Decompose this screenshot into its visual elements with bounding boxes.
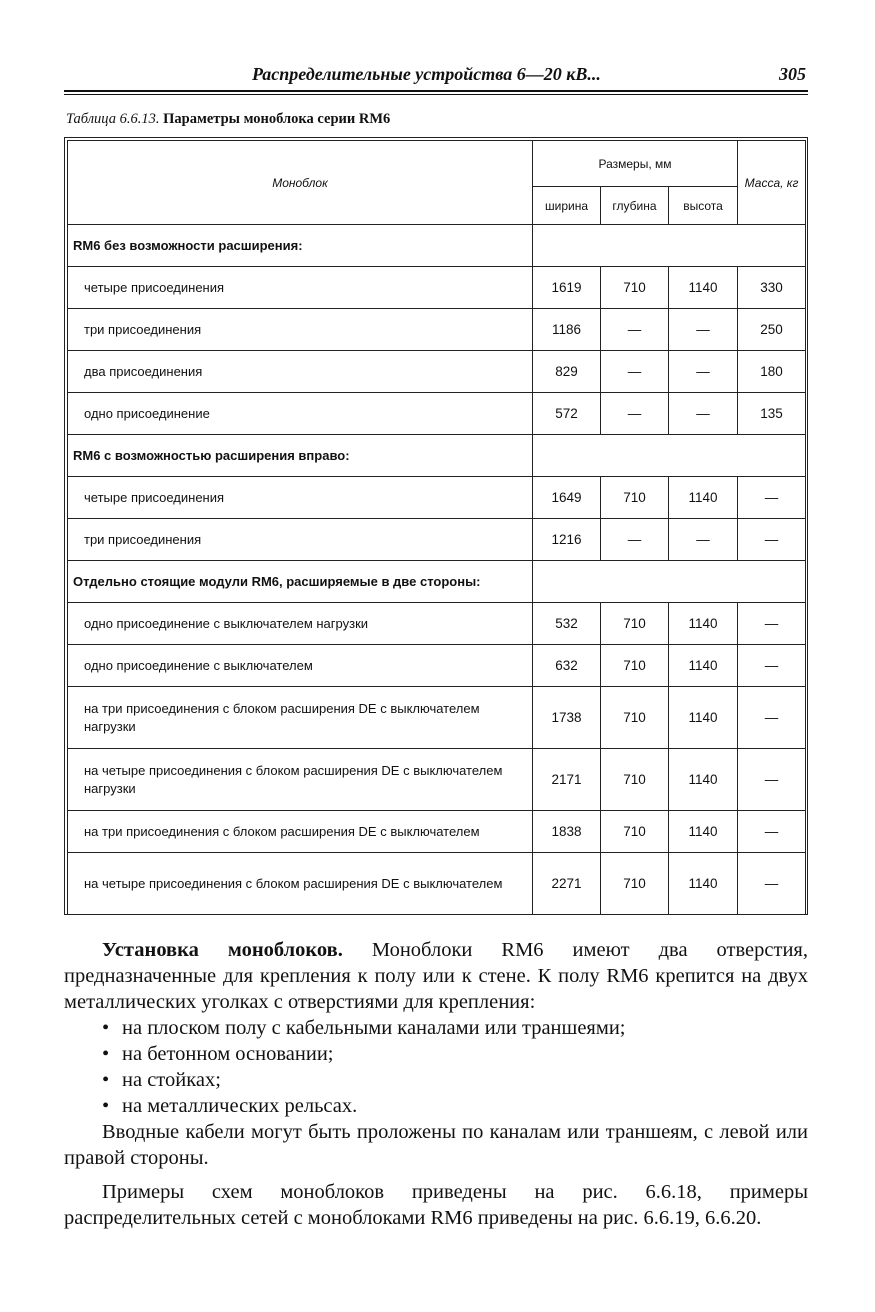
row-width: 1838 [533,811,601,853]
row-name: на четыре присоединения с блоком расширения DE с выключателем нагрузки [68,749,533,811]
row-width: 2271 [533,853,601,915]
group-row [68,435,806,477]
paragraph-installation [64,937,808,1015]
row-depth: 710 [601,749,669,811]
row-height: 1140 [669,603,738,645]
row-name: на три присоединения с блоком расширения DE с выключателем [68,811,533,853]
header-rule-thick [64,90,808,92]
row-name: четыре присоединения [68,267,533,309]
lead-heading: Установка моноблоков. [102,939,343,961]
row-width: 632 [533,645,601,687]
group-title: Отдельно стоящие модули RM6, расширяемые в две стороны: [68,561,533,603]
row-depth: 710 [601,477,669,519]
group-empty-cell [533,435,806,477]
group-empty-cell [533,561,806,603]
lead-text: Моноблоки RM6 имеют два отверстия, предназначенные для крепления к полу или к стене. К полу RM6 крепится на двух металлических уголках с отверстиями для крепления: [64,939,808,1013]
group-row [68,561,806,603]
row-depth: 710 [601,687,669,749]
row-width: 2171 [533,749,601,811]
row-mass: — [738,645,806,687]
table-row [68,645,806,687]
table-row [68,351,806,393]
running-head [66,62,806,88]
list-item [64,1093,808,1119]
bullet-icon: • [102,1069,110,1091]
group-title: RM6 без возможности расширения: [68,225,533,267]
header-monoblock: Моноблок [68,141,533,225]
row-mass: — [738,749,806,811]
row-width: 572 [533,393,601,435]
row-width: 1738 [533,687,601,749]
row-mass: — [738,477,806,519]
table-row [68,309,806,351]
row-width: 1649 [533,477,601,519]
row-height: 1140 [669,477,738,519]
row-height: 1140 [669,687,738,749]
row-depth: 710 [601,267,669,309]
row-mass: — [738,811,806,853]
table-row [68,393,806,435]
row-width: 829 [533,351,601,393]
header-dimensions: Размеры, мм [533,141,738,187]
header-height: высота [669,187,738,225]
paragraph-examples: Примеры схем моноблоков приведены на рис. 6.6.18, примеры распределительных сетей с моноблоками RM6 приведены на рис. 6.6.19, 6.6.20. [64,1181,808,1229]
header-row-1 [68,141,806,187]
parameters-table [67,140,806,915]
row-depth: 710 [601,853,669,915]
row-mass: 135 [738,393,806,435]
table-caption [66,111,390,128]
row-mass: — [738,603,806,645]
row-depth: — [601,309,669,351]
row-name: два присоединения [68,351,533,393]
header-width: ширина [533,187,601,225]
list-item [64,1015,808,1041]
row-name: три присоединения [68,309,533,351]
list-item-text: на бетонном основании; [122,1043,334,1065]
body-text [64,937,808,1231]
row-height: 1140 [669,811,738,853]
table-frame [64,137,808,915]
table-row [68,267,806,309]
row-width: 532 [533,603,601,645]
row-width: 1186 [533,309,601,351]
row-height: — [669,351,738,393]
row-depth: — [601,519,669,561]
row-height: 1140 [669,749,738,811]
list-item [64,1067,808,1093]
group-title: RM6 с возможностью расширения вправо: [68,435,533,477]
row-name: одно присоединение с выключателем [68,645,533,687]
row-height: 1140 [669,645,738,687]
row-name: на три присоединения с блоком расширения DE с выключателем нагрузки [68,687,533,749]
group-row [68,225,806,267]
row-height: — [669,519,738,561]
row-name: три присоединения [68,519,533,561]
table-row [68,811,806,853]
header-rule-thin [64,94,808,95]
list-item-text: на стойках; [122,1069,221,1091]
table-row [68,687,806,749]
row-width: 1216 [533,519,601,561]
row-width: 1619 [533,267,601,309]
row-mass: — [738,687,806,749]
row-height: — [669,393,738,435]
row-name: одно присоединение с выключателем нагрузки [68,603,533,645]
row-height: — [669,309,738,351]
row-mass: 330 [738,267,806,309]
row-depth: 710 [601,645,669,687]
row-name: на четыре присоединения с блоком расширения DE с выключателем [68,853,533,915]
table-row [68,853,806,915]
table-row [68,603,806,645]
list-item-text: на плоском полу с кабельными каналами или траншеями; [122,1017,626,1039]
row-name: одно присоединение [68,393,533,435]
list-item-text: на металлических рельсах. [122,1095,358,1117]
bullet-icon: • [102,1043,110,1065]
bullet-icon: • [102,1017,110,1039]
row-mass: — [738,519,806,561]
row-name: четыре присоединения [68,477,533,519]
page-number: 305 [779,64,806,84]
list-item [64,1041,808,1067]
header-mass: Масса, кг [738,141,806,225]
row-mass: — [738,853,806,915]
row-mass: 250 [738,309,806,351]
row-depth: — [601,351,669,393]
row-depth: — [601,393,669,435]
table-caption-label: Таблица 6.6.13. [66,111,160,127]
group-empty-cell [533,225,806,267]
row-height: 1140 [669,853,738,915]
table-row [68,477,806,519]
bullet-list [64,1015,808,1119]
row-height: 1140 [669,267,738,309]
bullet-icon: • [102,1095,110,1117]
table-row [68,749,806,811]
paragraph-cables: Вводные кабели могут быть проложены по каналам или траншеям, с левой или правой стороны. [64,1121,808,1169]
row-mass: 180 [738,351,806,393]
row-depth: 710 [601,811,669,853]
table-row [68,519,806,561]
header-depth: глубина [601,187,669,225]
table-caption-title: Параметры моноблока серии RM6 [163,111,391,127]
running-title: Распределительные устройства 6—20 кВ... [252,64,601,84]
row-depth: 710 [601,603,669,645]
